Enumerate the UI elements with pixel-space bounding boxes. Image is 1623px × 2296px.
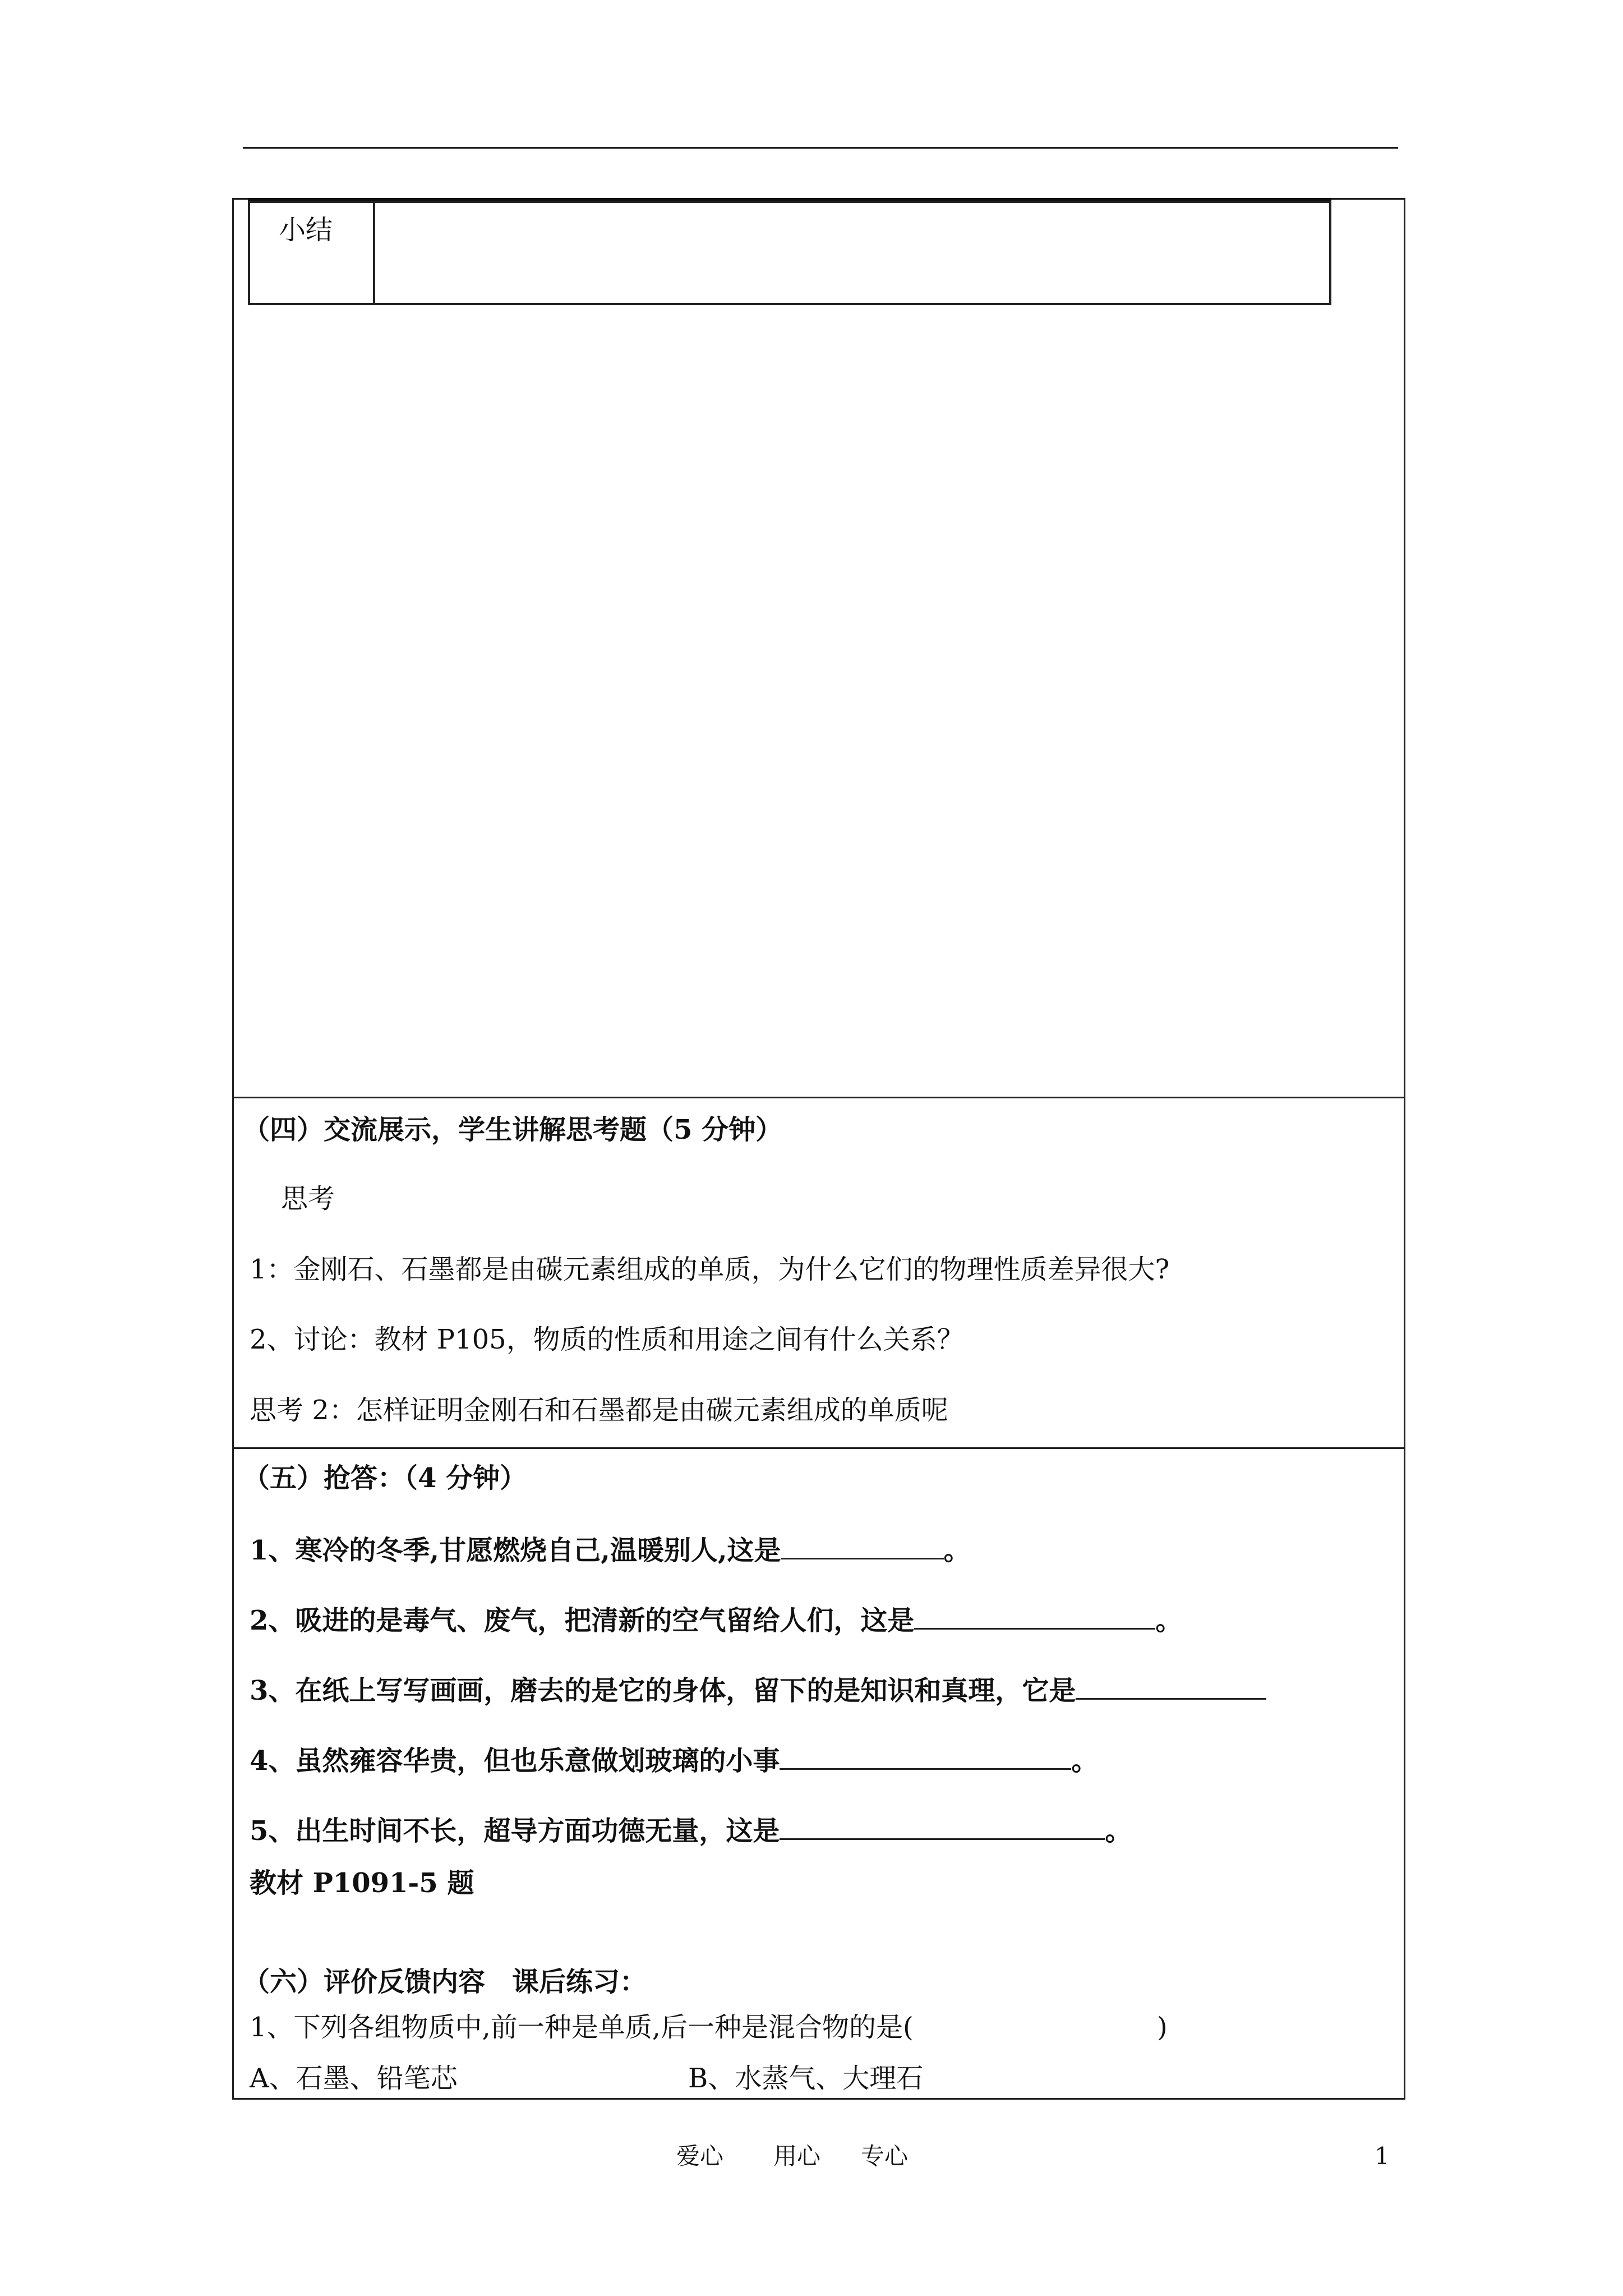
section4-question-3: 思考 2：怎样证明金刚石和石墨都是由碳元素组成的单质呢 xyxy=(250,1395,948,1426)
footer-slogan-1: 爱心 xyxy=(676,2142,724,2170)
section5-heading: （五）抢答：（4 分钟） xyxy=(243,1462,527,1494)
option-a: A、石墨、铅笔芯 xyxy=(250,2063,458,2094)
section6-heading: （六）评价反馈内容 课后练习： xyxy=(243,1966,647,1998)
quiz-item-1 xyxy=(250,1533,971,1567)
quiz-item-1-end: 。 xyxy=(943,1535,971,1566)
page-number: 1 xyxy=(1375,2142,1390,2170)
quiz-item-4-end: 。 xyxy=(1071,1745,1099,1777)
summary-box xyxy=(248,201,1331,305)
quiz-item-5-end: 。 xyxy=(1105,1815,1132,1847)
section5-separator xyxy=(232,1447,1405,1449)
think-label: 思考 xyxy=(281,1183,335,1214)
exercise-question-1: 1、下列各组物质中,前一种是单质,后一种是混合物的是( xyxy=(250,2012,914,2043)
quiz-item-5-text: 5、出生时间不长，超导方面功德无量，这是 xyxy=(250,1815,780,1847)
quiz-item-3-blank[interactable] xyxy=(1076,1673,1266,1700)
quiz-item-3-text: 3、在纸上写写画画，磨去的是它的身体，留下的是知识和真理，它是 xyxy=(250,1675,1076,1706)
section4-heading: （四）交流展示，学生讲解思考题（5 分钟） xyxy=(243,1114,783,1145)
summary-label: 小结 xyxy=(279,214,333,246)
header-rule xyxy=(243,147,1398,149)
quiz-item-3 xyxy=(250,1673,1266,1708)
quiz-item-1-blank[interactable] xyxy=(781,1533,944,1559)
footer-slogan-3: 专心 xyxy=(861,2142,909,2170)
quiz-item-4-text: 4、虽然雍容华贵，但也乐意做划玻璃的小事 xyxy=(250,1745,780,1777)
quiz-item-5 xyxy=(250,1814,1132,1848)
option-b: B、水蒸气、大理石 xyxy=(688,2063,924,2094)
section4-question-1: 1：金刚石、石墨都是由碳元素组成的单质，为什么它们的物理性质差异很大? xyxy=(250,1254,1170,1285)
quiz-item-1-text: 1、寒冷的冬季,甘愿燃烧自己,温暖别人,这是 xyxy=(250,1535,781,1566)
quiz-item-5-blank[interactable] xyxy=(780,1814,1105,1840)
section4-separator xyxy=(232,1097,1405,1098)
quiz-item-2-text: 2、吸进的是毒气、废气，把清新的空气留给人们，这是 xyxy=(250,1605,915,1636)
section4-question-2: 2、讨论：教材 P105，物质的性质和用途之间有什么关系？ xyxy=(250,1324,964,1355)
quiz-item-4 xyxy=(250,1743,1098,1778)
quiz-item-2-blank[interactable] xyxy=(914,1603,1155,1630)
quiz-item-2 xyxy=(250,1603,1182,1637)
exercise-question-1-paren: ) xyxy=(1157,2012,1168,2043)
summary-divider xyxy=(373,201,375,305)
textbook-exercise: 教材 P1091-5 题 xyxy=(250,1867,474,1899)
quiz-item-2-end: 。 xyxy=(1155,1605,1183,1636)
footer-slogan-2: 用心 xyxy=(773,2142,821,2170)
quiz-item-4-blank[interactable] xyxy=(780,1743,1071,1770)
